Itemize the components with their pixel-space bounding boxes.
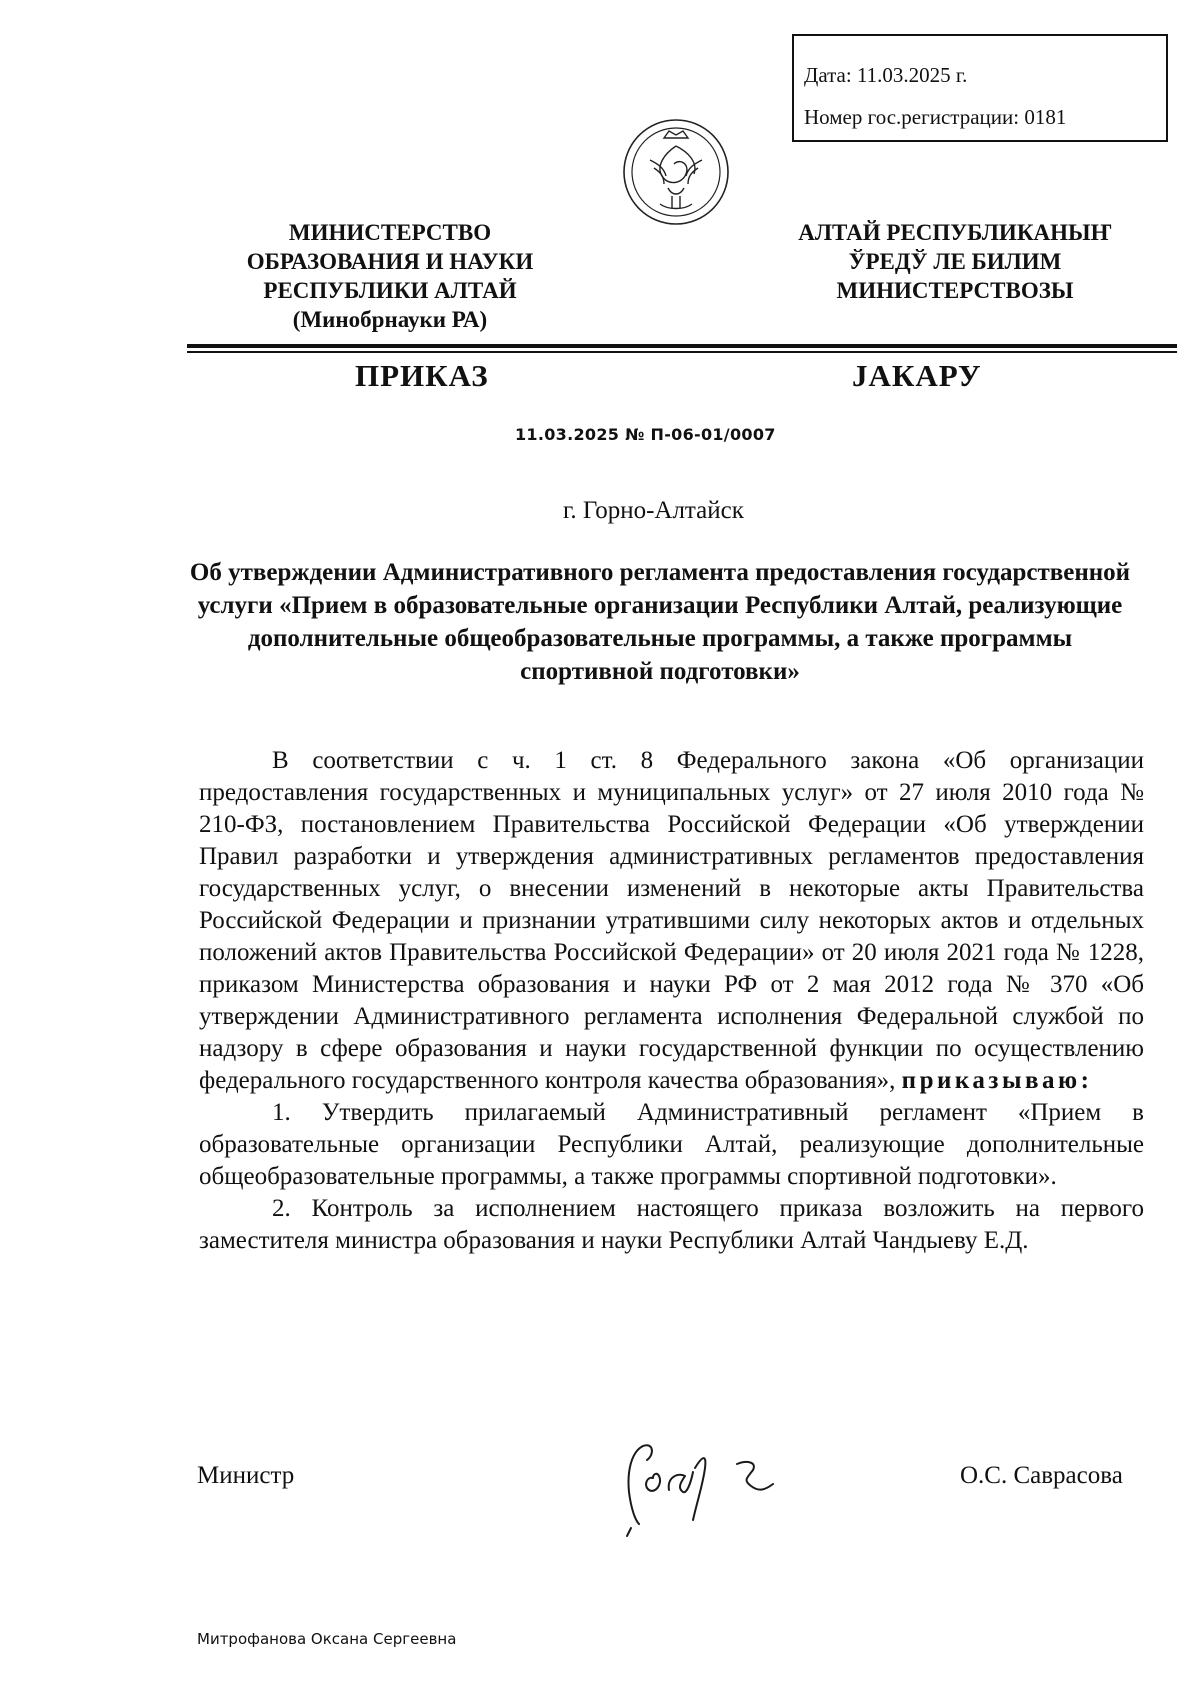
item-2: 2. Контроль за исполнением настоящего приказа возложить на первого заместителя министра образования и науки Республики Алтай Чандыеву Е.Д. — [199, 1195, 1144, 1254]
order-heading-ru: ПРИКАЗ — [355, 358, 489, 393]
ministry-name-ru-line: РЕСПУБЛИКИ АЛТАЙ — [263, 278, 517, 303]
executor-name: Митрофанова Оксана Сергеевна — [197, 1630, 457, 1648]
header-divider-thin — [187, 351, 1177, 353]
order-heading-alt: JАКАРУ — [852, 358, 982, 393]
city: г. Горно-Алтайск — [563, 497, 744, 524]
registration-number: Номер гос.регистрации: 0181 — [804, 105, 1067, 129]
header-divider — [187, 344, 1177, 348]
preamble-paragraph — [199, 745, 1144, 1097]
registration-stamp — [792, 34, 1168, 142]
document-title: Об утверждении Административного регламента предоставления государственной услуги «Прием в образовательные организации Республики Алтай, реализующие дополнительные общеобразовательные программы, а также программы спортивной подготовки» — [189, 559, 1131, 685]
item-1: 1. Утвердить прилагаемый Административный регламент «Прием в образовательные организации Республики Алтай, реализующие дополнительные общеобразовательные программы, а также программы спортивной подготовки». — [199, 1099, 1144, 1190]
directive-text: приказываю: — [901, 1067, 1093, 1094]
preamble-text: В соответствии с ч. 1 ст. 8 Федерального закона «Об организации предоставления государственных и муниципальных услуг» от 27 июля 2010 года № 210-ФЗ, постановлением Правительства Российской Федерации «Об утверждении Правил разработки и утверждения административных регламентов предоставления государственных услуг, о внесении изменений в некоторые акты Правительства Российской Федерации и признании утратившими силу некоторых актов и отдельных положений актов Правительства Российской Федерации» от 20 июля 2021 года № 1228, приказом Министерства образования и науки РФ от 2 мая 2012 года № 370 «Об утверждении Административного регламента исполнения Федеральной службой по надзору в сфере образования и науки государственной функции по осуществлению федерального государственного контроля качества образования», — [199, 747, 1144, 1094]
ministry-abbreviation: (Минобрнауки РА) — [292, 307, 488, 332]
signatory-role: Министр — [197, 1462, 295, 1489]
ministry-name-alt-line: МИНИСТЕРСТВОЗЫ — [836, 278, 1074, 303]
ministry-name-ru — [160, 218, 620, 334]
ministry-name-alt — [735, 218, 1175, 305]
registration-date: Дата: 11.03.2025 г. — [804, 63, 968, 87]
ministry-name-ru-line: ОБРАЗОВАНИЯ И НАУКИ — [246, 249, 534, 274]
signatory-name: О.С. Саврасова — [960, 1462, 1123, 1489]
ministry-name-alt-line: ЎРЕДЎ ЛЕ БИЛИМ — [848, 249, 1062, 274]
emblem-icon — [620, 116, 732, 228]
handwritten-signature — [597, 1428, 797, 1538]
ministry-name-ru-line: МИНИСТЕРСТВО — [288, 220, 492, 245]
ministry-name-alt-line: АЛТАЙ РЕСПУБЛИКАНЫҤ — [798, 220, 1112, 245]
document-body — [199, 745, 1144, 1257]
order-number: 11.03.2025 № П-06-01/0007 — [515, 425, 776, 444]
